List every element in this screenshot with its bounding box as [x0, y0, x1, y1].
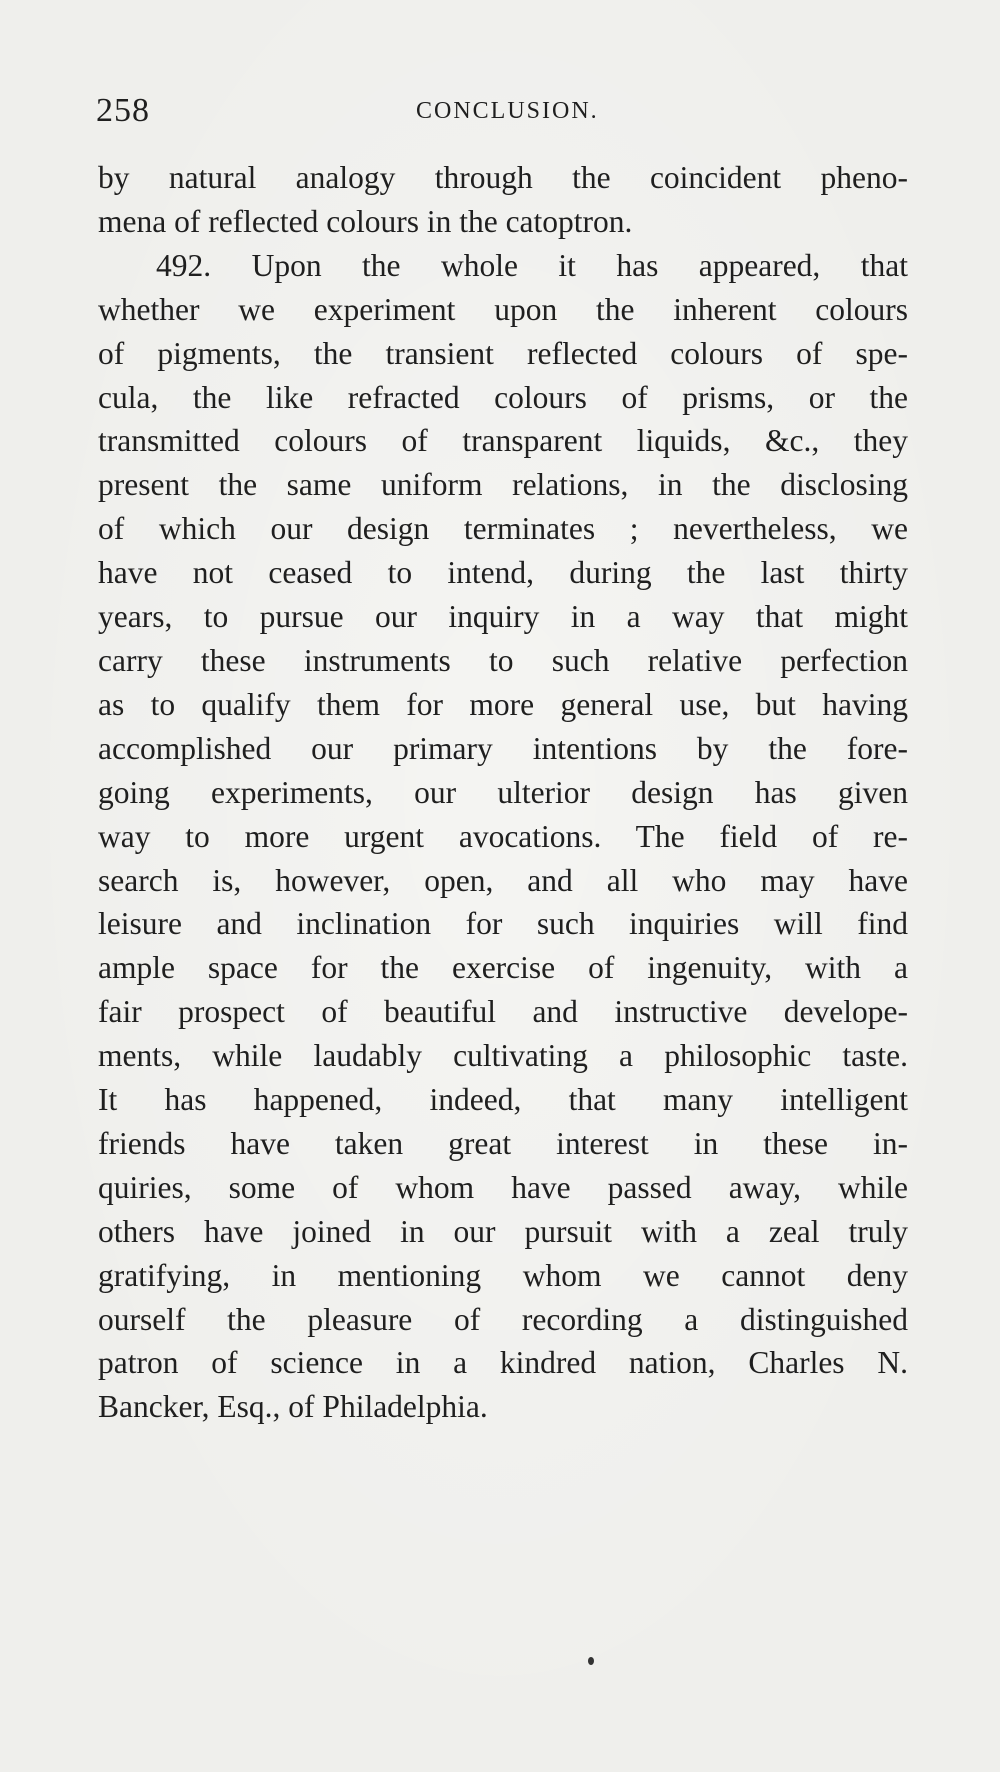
text-line: carry these instruments to such relative perfection: [98, 642, 908, 678]
text-line: whether we experiment upon the inherent colours: [98, 291, 908, 327]
text-line: gratifying, in mentioning whom we cannot deny: [98, 1257, 908, 1293]
text-line: accomplished our primary intentions by the fore-: [98, 730, 908, 766]
text-line: patron of science in a kindred nation, Charles N.: [98, 1345, 908, 1381]
text-line: have not ceased to intend, during the last thirty: [98, 555, 908, 591]
text-line: transmitted colours of transparent liquids, &c., they: [98, 423, 908, 459]
paragraph-start-line: 492. Upon the whole it has appeared, that: [156, 247, 908, 283]
text-line: as to qualify them for more general use, but having: [98, 686, 908, 722]
body-text: [98, 156, 908, 1429]
text-line: present the same uniform relations, in the disclosing: [98, 467, 908, 503]
text-line: of pigments, the transient reflected colours of spe-: [98, 335, 908, 371]
text-line: of which our design terminates ; nevertheless, we: [98, 511, 908, 547]
text-line: friends have taken great interest in these in-: [98, 1125, 908, 1161]
text-line: going experiments, our ulterior design has given: [98, 774, 908, 810]
text-line: search is, however, open, and all who may have: [98, 862, 908, 898]
text-line: fair prospect of beautiful and instructive develope-: [98, 994, 908, 1030]
text-line: ments, while laudably cultivating a philosophic taste.: [98, 1038, 908, 1074]
page-number: 258: [96, 92, 150, 129]
text-line: leisure and inclination for such inquiries will find: [98, 906, 908, 942]
text-line: quiries, some of whom have passed away, while: [98, 1169, 908, 1205]
text-line: others have joined in our pursuit with a zeal truly: [98, 1213, 908, 1249]
text-line: years, to pursue our inquiry in a way that might: [98, 599, 908, 635]
text-line: Bancker, Esq., of Philadelphia.: [98, 1389, 488, 1425]
text-line: cula, the like refracted colours of prisms, or the: [98, 379, 908, 415]
text-line: mena of reflected colours in the catoptron.: [98, 203, 633, 239]
text-line: ourself the pleasure of recording a distinguished: [98, 1301, 908, 1337]
page-header: [96, 92, 916, 142]
text-line: by natural analogy through the coincident pheno-: [98, 160, 908, 195]
text-line: way to more urgent avocations. The field of re-: [98, 818, 908, 854]
running-head: CONCLUSION.: [416, 98, 599, 124]
ink-speck: [588, 1657, 594, 1665]
text-line: It has happened, indeed, that many intelligent: [98, 1082, 908, 1118]
text-line: ample space for the exercise of ingenuity, with a: [98, 950, 908, 986]
